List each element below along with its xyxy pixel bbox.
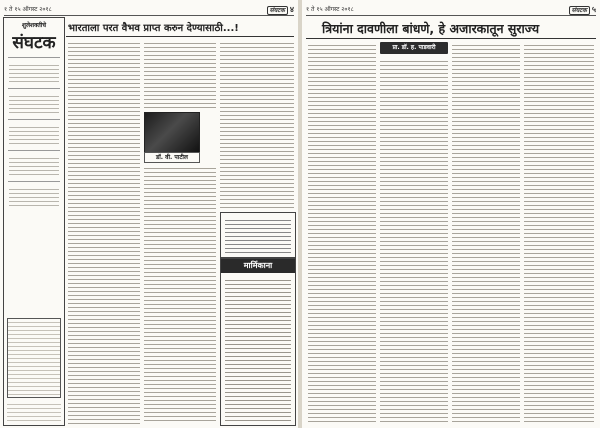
right-article-column-4: [524, 42, 594, 424]
left-headline: भारताला परत वैभव प्राप्त करुन देण्यासाठी...!: [68, 23, 239, 34]
sidebar-print-info: [9, 186, 59, 208]
right-byline: प्रा. डॉ. ह. पाडवारी: [380, 42, 448, 54]
left-article-column-2: [144, 165, 216, 424]
right-issue-date: १ ते १५ ऑगस्ट २०१८: [306, 6, 354, 13]
marmikana-box: [220, 258, 296, 426]
sidebar-footer-note: [7, 401, 61, 421]
sidebar-board-info: [9, 124, 59, 146]
left-header-logo: संघटक: [267, 6, 288, 15]
left-page-number: ४: [289, 4, 294, 14]
right-page-number: ५: [591, 4, 596, 14]
left-article-column-2-top: [144, 40, 216, 110]
marmikana-title: मार्मिकाना: [221, 259, 295, 273]
masthead-tagline: शुलेशक्तीचे: [21, 22, 47, 29]
right-article-column-1: [308, 42, 376, 424]
author-caption: डॉ. वी. पाटील: [144, 152, 200, 163]
masthead-title: संघटक: [12, 33, 56, 53]
left-article-column-3: [220, 40, 294, 210]
left-running-header: [4, 3, 294, 16]
author-photo: [144, 112, 200, 154]
right-article-column-2: [380, 58, 448, 424]
sidebar-address-box: [7, 318, 61, 398]
left-article-column-1: [68, 40, 140, 424]
right-headline: त्रियांना दावणीला बांधणे, हे अजारकातून सुराज्य: [322, 21, 540, 36]
masthead-sidebar: [3, 17, 65, 426]
right-page: [302, 0, 600, 428]
sidebar-editor-info: [9, 93, 59, 115]
right-header-logo: संघटक: [569, 6, 590, 15]
marmikana-text: [225, 277, 291, 421]
left-page: [0, 0, 298, 428]
right-running-header: [306, 3, 596, 16]
sidebar-issue-info: [9, 62, 59, 84]
sidebar-contact-info: [9, 155, 59, 177]
right-article-column-3: [452, 42, 520, 424]
left-issue-date: १ ते १५ ऑगस्ट २०१८: [4, 6, 52, 13]
left-pullquote: [220, 212, 296, 258]
